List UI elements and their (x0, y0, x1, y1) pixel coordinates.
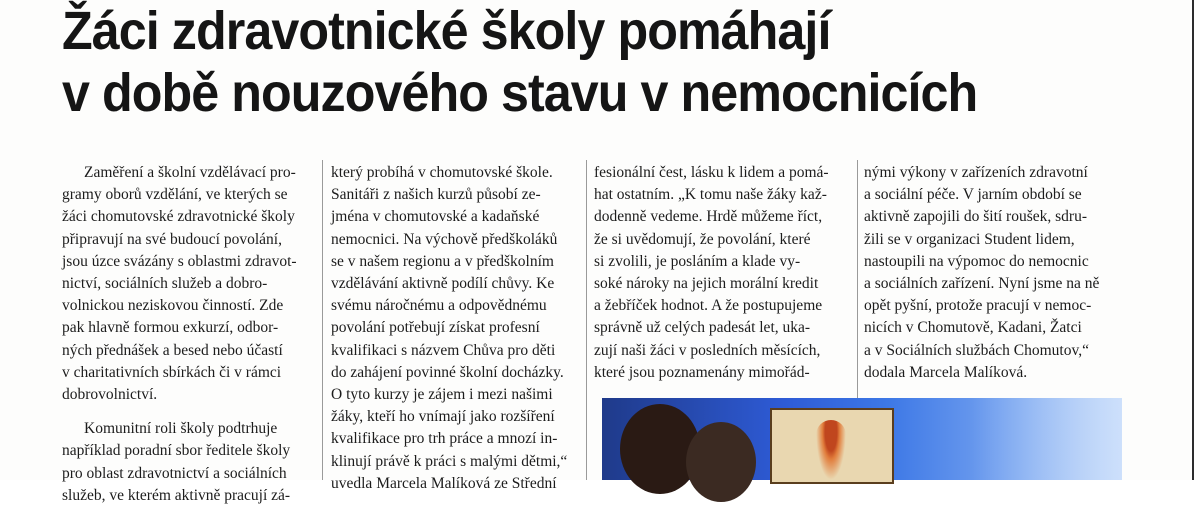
article-text-line: Komunitní roli školy podtrhuje (84, 420, 278, 438)
article-text-line: například poradní sbor ředitele školy (62, 442, 291, 460)
article-text-line: a v Sociálních službách Chomutov,“ (864, 341, 1089, 359)
article-text-line: a žebříček hodnot. A že postupujeme (594, 297, 823, 315)
article-text-line: dodala Marcela Malíková. (864, 363, 1028, 381)
article-text-line: se v našem regionu a v předškolním (331, 252, 554, 270)
headline-line-2: v době nouzového stavu v nemocnicích (62, 63, 978, 123)
article-text-line: nými výkony v zařízeních zdravotní (864, 164, 1088, 181)
article-text-line: vzdělávání aktivně podílí chůvy. Ke (331, 275, 555, 293)
article-text-line: jména v chomutovské a kadaňské (331, 208, 540, 226)
article-text-line: uvedla Marcela Malíková ze Střední (331, 474, 557, 492)
student-head (686, 422, 756, 502)
article-text-line: správně už celých padesát let, uka- (594, 319, 811, 337)
article-text-line: opět pyšní, protože pracují v nemoc- (864, 297, 1092, 315)
article-text-line: klinují právě k práci s malými dětmi,“ (331, 452, 568, 470)
article-text-line: svému náročnému a odpovědnému (331, 297, 547, 315)
article-text-line: O tyto kurzy je zájem i mezi našimi (331, 386, 553, 404)
article-text-line: a sociální péče. V jarním období se (864, 186, 1082, 204)
article-text-line: si zvolili, je posláním a klade vy- (594, 252, 801, 270)
window-light (972, 398, 1122, 480)
text-column-2 (331, 162, 579, 495)
article-text-line: nicích v Chomutově, Kadani, Žatci (864, 319, 1082, 337)
article-text-line: volnickou neziskovou činností. Zde (62, 297, 284, 315)
article-text-line: Sanitáři z našich kurzů působí ze- (331, 186, 541, 204)
article-text-line: dobrovolnictví. (62, 386, 158, 404)
article-text-line: připravují na své budoucí povolání, (62, 230, 282, 248)
article-text-line: kvalifikace pro trh práce a mnozí in- (331, 430, 558, 448)
text-column-4 (864, 162, 1126, 384)
text-column-1 (62, 162, 320, 507)
classroom-photo (602, 398, 1122, 480)
article-text-line: nemocnici. Na výchově předškoláků (331, 230, 558, 248)
anatomy-figure-image (816, 420, 846, 480)
article-text-line: hat ostatním. „K tomu naše žáky kaž- (594, 186, 827, 204)
article-text-line: nastoupili na výpomoc do nemocnic (864, 252, 1089, 270)
page-edge-border (1192, 0, 1194, 480)
article-text-line: ných přednášek a besed nebo účastí (62, 341, 283, 359)
article-text-line: a sociálních zařízení. Nyní jsme na ně (864, 275, 1100, 293)
article-text-line: povolání potřebují získat profesní (331, 319, 540, 337)
article-text-line: žili se v organizaci Student lidem, (864, 230, 1075, 248)
article-text-line: jsou úzce svázány s oblastmi zdravot- (62, 252, 297, 270)
text-column-3 (594, 162, 852, 384)
article-text-line: pak hlavně formou exkurzí, odbor- (62, 319, 279, 337)
article-text-line: gramy oborů vzdělání, ve kterých se (62, 186, 288, 204)
article-text-line: Zaměření a školní vzdělávací pro- (84, 164, 296, 181)
article-text-line: v charitativních sbírkách či v rámci (62, 363, 282, 381)
article-text-line: služeb, ve kterém aktivně pracují zá- (62, 486, 291, 504)
article-text-line: zují naši žáci v posledních měsících, (594, 341, 821, 359)
article-text-line: aktivně zapojili do šití roušek, sdru- (864, 208, 1087, 226)
article-text-line: fesionální čest, lásku k lidem a pomá- (594, 164, 829, 181)
article-text-line: pro oblast zdravotnictví a sociálních (62, 464, 287, 482)
article-text-line: dodenně vedeme. Hrdě můžeme říct, (594, 208, 823, 226)
article-text-line: který probíhá v chomutovské škole. (331, 164, 553, 181)
column-divider (586, 160, 587, 480)
article-text-line: žáky, kteří ho vnímají jako rozšíření (331, 408, 555, 426)
article-text-line: nictví, sociálních služeb a dobro- (62, 275, 268, 293)
article-text-line: že si uvědomují, že povolání, které (594, 230, 811, 248)
article-text-line: žáci chomutovské zdravotnické školy (62, 208, 295, 226)
article-text-line: soké nároky na jejich morální kredit (594, 275, 819, 293)
article-text-line: do zahájení povinné školní docházky. (331, 363, 564, 381)
article-headline (62, 0, 977, 124)
column-divider (322, 160, 323, 480)
article-text-line: kvalifikaci s názvem Chůva pro děti (331, 341, 556, 359)
article-text-line: které jsou poznamenány mimořád- (594, 363, 810, 381)
headline-line-1: Žáci zdravotnické školy pomáhají (62, 1, 831, 61)
